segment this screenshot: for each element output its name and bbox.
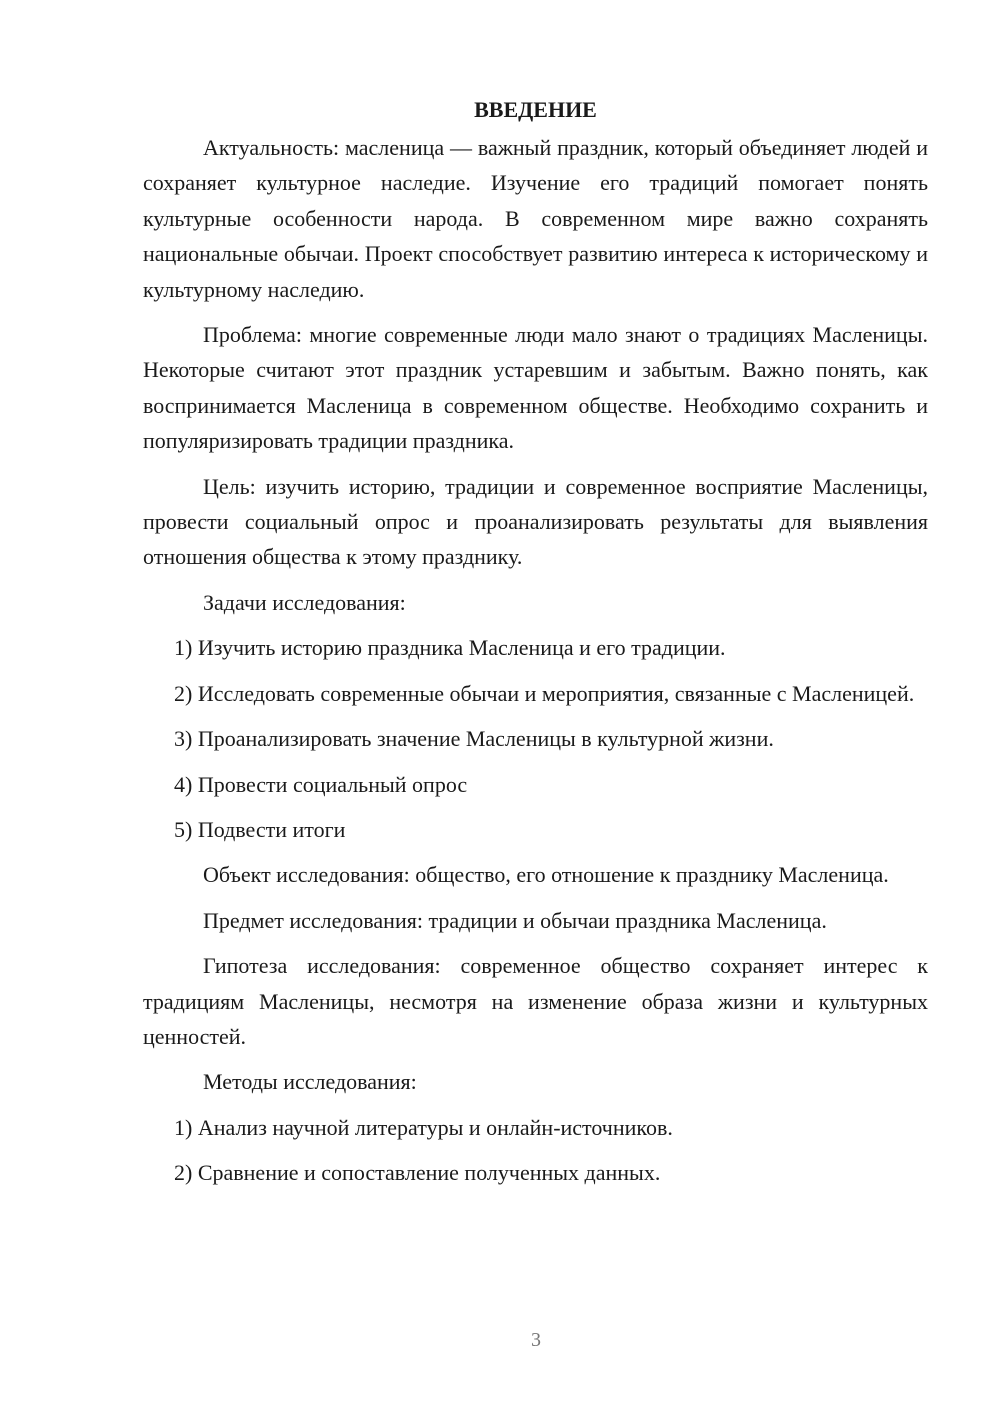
paragraph-goal: Цель: изучить историю, традиции и современное восприятие Масленицы, провести социальный опрос и проанализировать результаты для выявления отношения общества к этому празднику. xyxy=(143,473,928,570)
tasks-heading: Задачи исследования: xyxy=(203,589,406,615)
task-item-5: 5) Подвести итоги xyxy=(174,816,346,842)
task-item-2: 2) Исследовать современные обычаи и мероприятия, связанные с Масленицей. xyxy=(174,680,915,706)
methods-heading: Методы исследования: xyxy=(203,1069,417,1095)
paragraph-problem: Проблема: многие современные люди мало знают о традициях Масленицы. Некоторые считают этот праздник устаревшим и забытым. Важно понять, как воспринимается Масленица в современном обществе. Необходимо сохранить и популяризировать традиции праздника. xyxy=(143,322,928,454)
task-item-1: 1) Изучить историю праздника Масленица и его традиции. xyxy=(174,635,726,661)
task-item-3: 3) Проанализировать значение Масленицы в культурной жизни. xyxy=(174,726,774,752)
paragraph-hypothesis: Гипотеза исследования: современное общество сохраняет интерес к традициям Масленицы, несмотря на изменение образа жизни и культурных ценностей. xyxy=(143,953,928,1049)
method-item-1: 1) Анализ научной литературы и онлайн-источников. xyxy=(174,1114,673,1140)
paragraph-subject: Предмет исследования: традиции и обычаи праздника Масленица. xyxy=(203,907,827,933)
method-item-2: 2) Сравнение и сопоставление полученных данных. xyxy=(174,1160,661,1186)
section-heading: ВВЕДЕНИЕ xyxy=(474,97,597,122)
paragraph-object: Объект исследования: общество, его отношение к празднику Масленица. xyxy=(203,862,889,888)
document-page xyxy=(143,92,928,1201)
page-number: 3 xyxy=(531,1329,541,1351)
paragraph-relevance: Актуальность: масленица — важный праздник, который объединяет людей и сохраняет культурное наследие. Изучение его традиций помогает понять культурные особенности народа. В современном мире важно сохранять национальные обычаи. Проект способствует развитию интереса к историческому и культурному наследию. xyxy=(143,135,928,302)
task-item-4: 4) Провести социальный опрос xyxy=(174,771,468,797)
